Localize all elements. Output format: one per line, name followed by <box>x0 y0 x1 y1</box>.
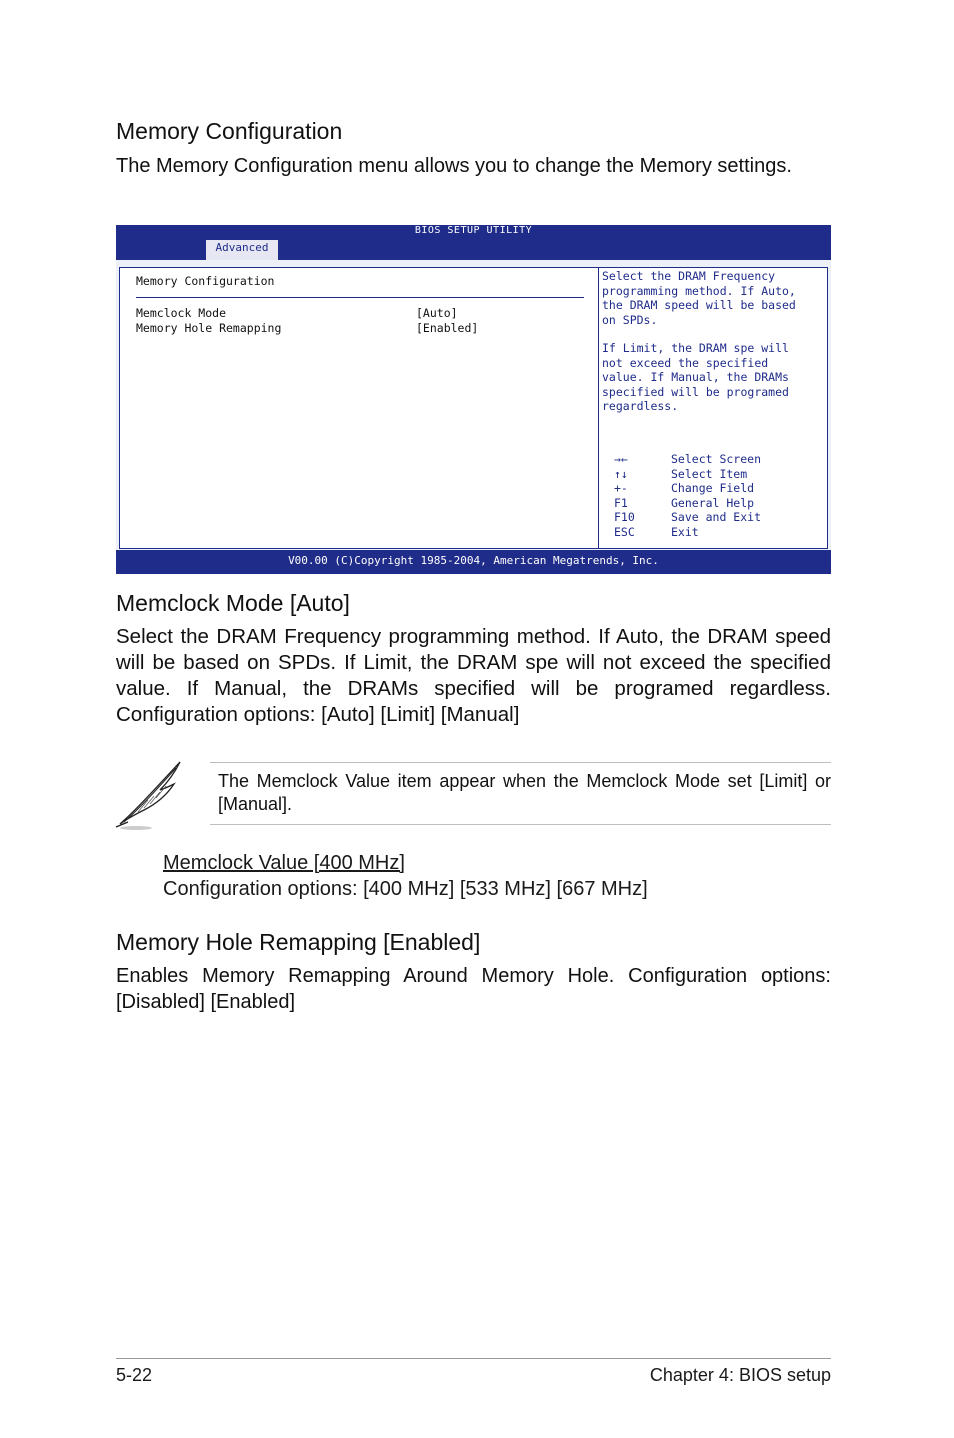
key-plus-minus: +- <box>614 481 628 495</box>
tab-advanced[interactable]: Advanced <box>206 240 278 260</box>
page-number: 5-22 <box>116 1365 153 1385</box>
memory-hole-heading: Memory Hole Remapping [Enabled] <box>116 929 481 955</box>
footer-rule <box>116 1358 831 1359</box>
bios-divider <box>136 297 584 298</box>
key-f10: F10 <box>614 510 635 524</box>
setting-value-memclock-mode[interactable]: [Auto] <box>416 306 458 320</box>
bios-copyright-bar: V00.00 (C)Copyright 1985-2004, American Megatrends, Inc. <box>116 550 831 574</box>
bios-body <box>116 260 831 550</box>
key-action: Save and Exit <box>671 510 762 524</box>
setting-label-memory-hole-remapping[interactable]: Memory Hole Remapping <box>136 321 282 335</box>
help-line: specified will be programed <box>602 384 789 399</box>
key-arrows-lr: →← <box>614 452 628 466</box>
help-line: the DRAM speed will be based <box>602 298 796 312</box>
help-line: regardless. <box>602 399 679 413</box>
intro-paragraph: The Memory Configuration menu allows you to change the Memory settings. <box>116 155 792 177</box>
setting-value-memory-hole-remapping[interactable]: [Enabled] <box>416 321 479 335</box>
memclock-value-options: Configuration options: [400 MHz] [533 MHz] [667 MHz] <box>163 878 648 900</box>
key-action: Select Item <box>671 466 748 481</box>
bios-help-panel <box>598 268 828 548</box>
help-line: programming method. If Auto, <box>602 283 796 298</box>
key-action: General Help <box>671 495 755 510</box>
help-line: If Limit, the DRAM spe will <box>602 341 789 355</box>
chapter-title: Chapter 4: BIOS setup <box>649 1365 831 1385</box>
key-f1: F1 <box>614 495 628 510</box>
key-arrows-ud: ↑↓ <box>614 466 628 481</box>
key-action: Exit <box>671 524 699 539</box>
bios-title: BIOS SETUP UTILITY <box>414 225 533 236</box>
note-text: The Memclock Value item appear when the Memclock Mode set [Limit] or [Manual]. <box>218 771 831 814</box>
bios-panel-title: Memory Configuration <box>136 274 275 288</box>
key-esc: ESC <box>614 524 635 539</box>
help-line: Select the DRAM Frequency <box>602 269 776 283</box>
bios-screenshot <box>116 225 831 574</box>
help-line: value. If Manual, the DRAMs <box>602 370 789 384</box>
key-action: Select Screen <box>671 452 762 466</box>
memclock-mode-description: Select the DRAM Frequency programming method. If Auto, the DRAM speed will be based on SPDs. If Limit, the DRAM spe will not exceed the specified value. If Manual, the DRAMs specified will be programed regardless. Configuration options: [Auto] [Limit] [Manual] <box>116 625 831 726</box>
note-top-rule <box>210 762 831 763</box>
key-action: Change Field <box>671 481 755 495</box>
setting-label-memclock-mode[interactable]: Memclock Mode <box>136 306 227 320</box>
section-title: Memory Configuration <box>116 118 343 144</box>
help-line: not exceed the specified <box>602 355 769 370</box>
note-bottom-rule <box>210 824 831 825</box>
memclock-mode-heading: Memclock Mode [Auto] <box>116 590 350 616</box>
bios-header-bar <box>116 225 831 260</box>
bios-settings-panel <box>120 268 597 548</box>
memclock-value-heading: Memclock Value [400 MHz] <box>163 852 405 874</box>
help-line: on SPDs. <box>602 312 658 327</box>
feather-note-icon <box>114 760 186 832</box>
memory-hole-description: Enables Memory Remapping Around Memory Hole. Configuration options: [Disabled] [Enabled] <box>116 965 831 1013</box>
bios-frame <box>119 267 828 549</box>
